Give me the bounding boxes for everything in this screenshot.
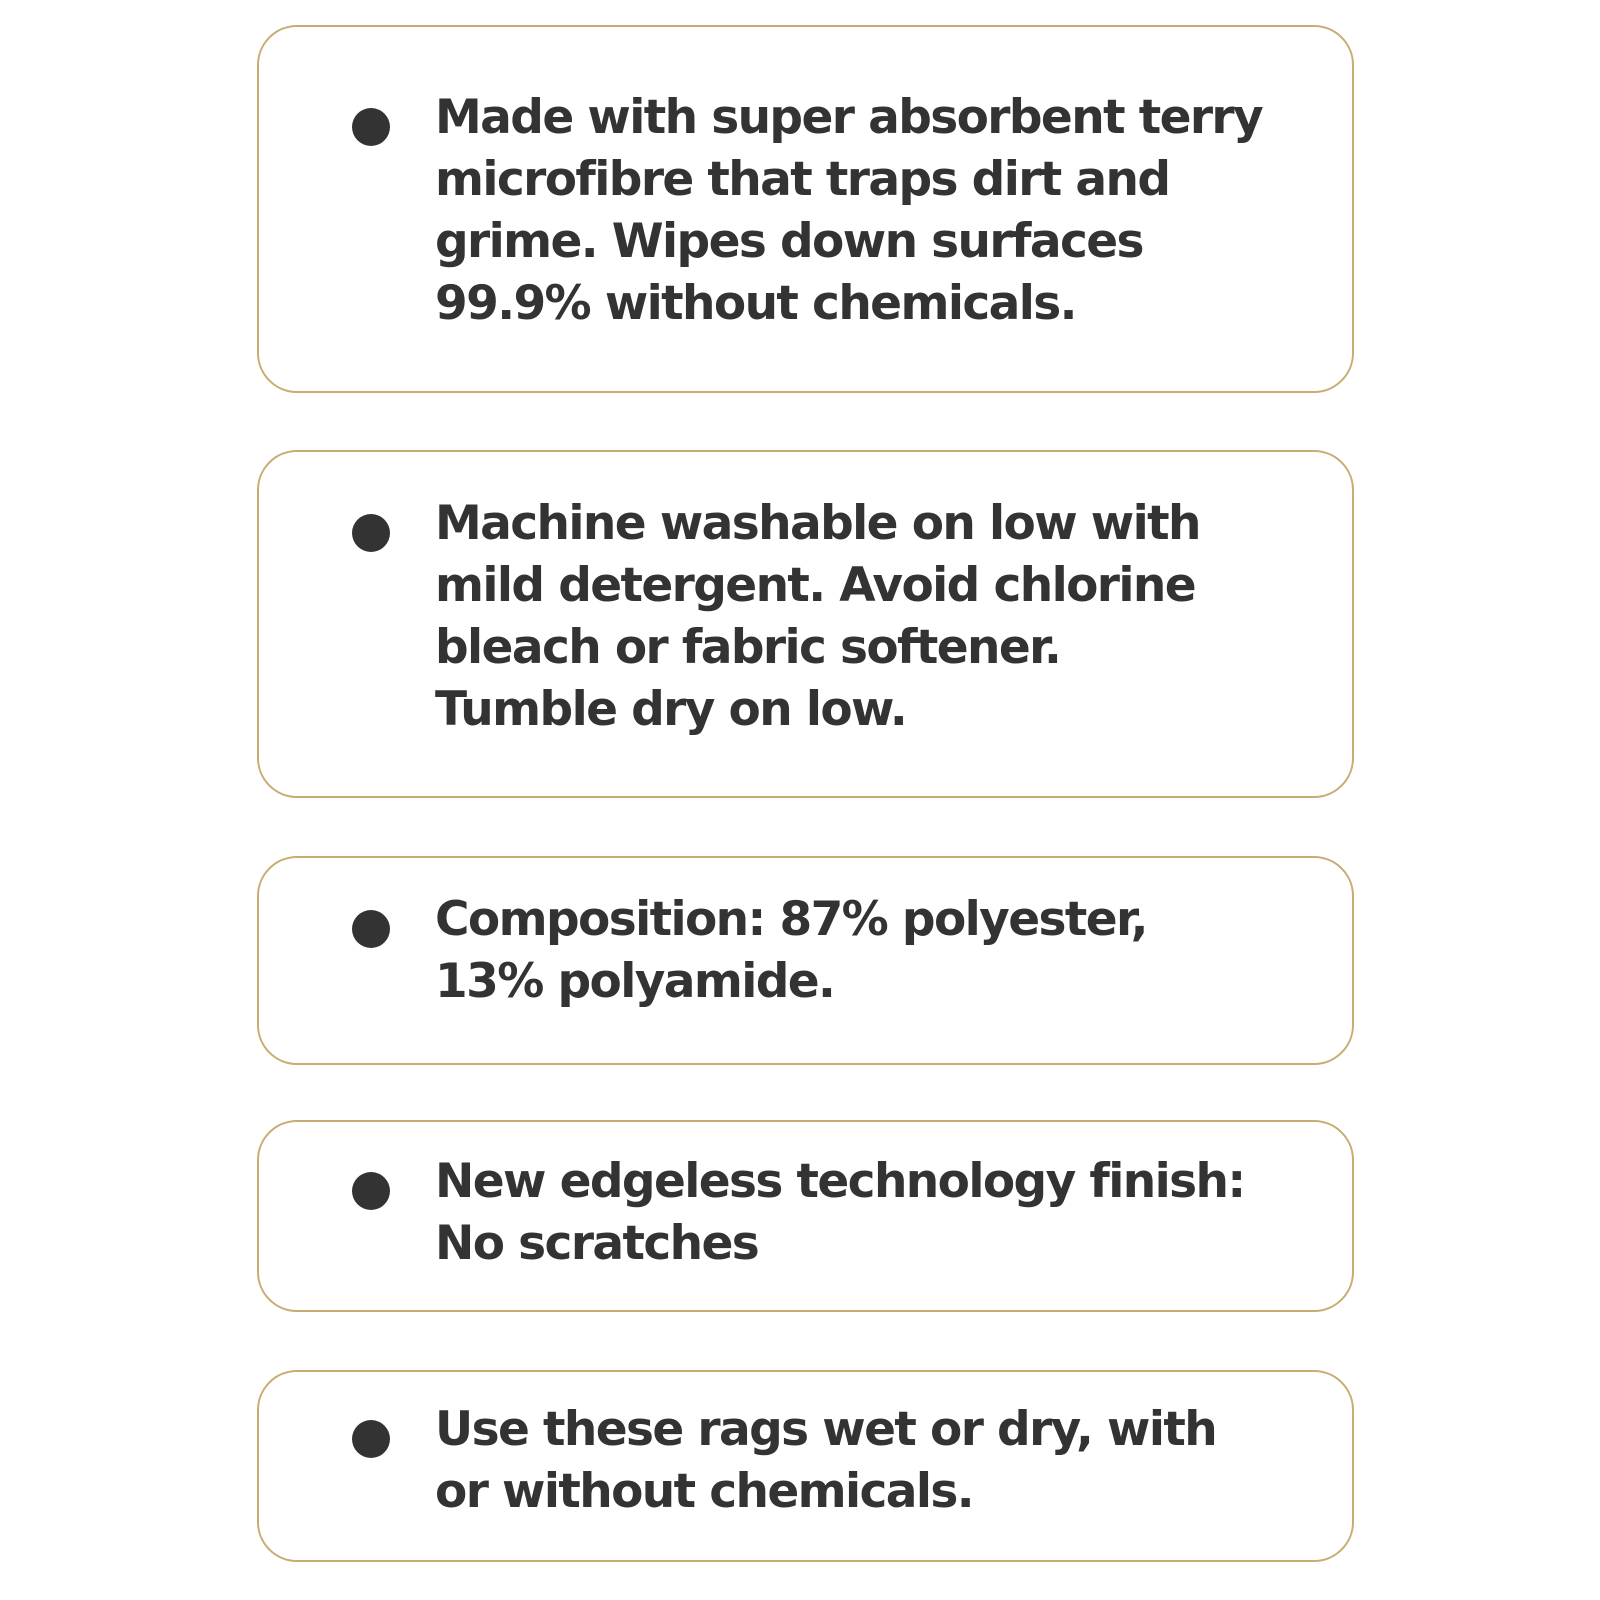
feature-card [257, 1370, 1354, 1562]
feature-text-line: 99.9% without chemicals. [435, 276, 1076, 331]
feature-text [435, 1399, 1332, 1523]
feature-text-line: Composition: 87% polyester, [435, 892, 1147, 947]
bullet-dot-icon [352, 1420, 390, 1458]
feature-text-line: bleach or fabric softener. [435, 620, 1061, 675]
feature-text-line: Use these rags wet or dry, with [435, 1402, 1217, 1457]
feature-text-line: mild detergent. Avoid chlorine [435, 558, 1195, 613]
feature-text-line: Made with super absorbent terry [435, 90, 1263, 145]
bullet-dot-icon [352, 1172, 390, 1210]
feature-card [257, 856, 1354, 1065]
feature-text-line: New edgeless technology finish: [435, 1154, 1245, 1209]
bullet-dot-icon [352, 910, 390, 948]
feature-text [435, 87, 1332, 335]
bullet-dot-icon [352, 514, 390, 552]
feature-card [257, 25, 1354, 393]
bullet-dot-icon [352, 108, 390, 146]
feature-text [435, 493, 1332, 741]
feature-text-line: No scratches [435, 1216, 759, 1271]
feature-card [257, 450, 1354, 798]
feature-text-line: 13% polyamide. [435, 954, 835, 1009]
feature-text-line: or without chemicals. [435, 1464, 974, 1519]
feature-card [257, 1120, 1354, 1312]
feature-text-line: Machine washable on low with [435, 496, 1200, 551]
feature-text [435, 889, 1332, 1013]
feature-text-line: Tumble dry on low. [435, 682, 907, 737]
feature-text-line: grime. Wipes down surfaces [435, 214, 1143, 269]
feature-text [435, 1151, 1332, 1275]
feature-text-line: microfibre that traps dirt and [435, 152, 1170, 207]
